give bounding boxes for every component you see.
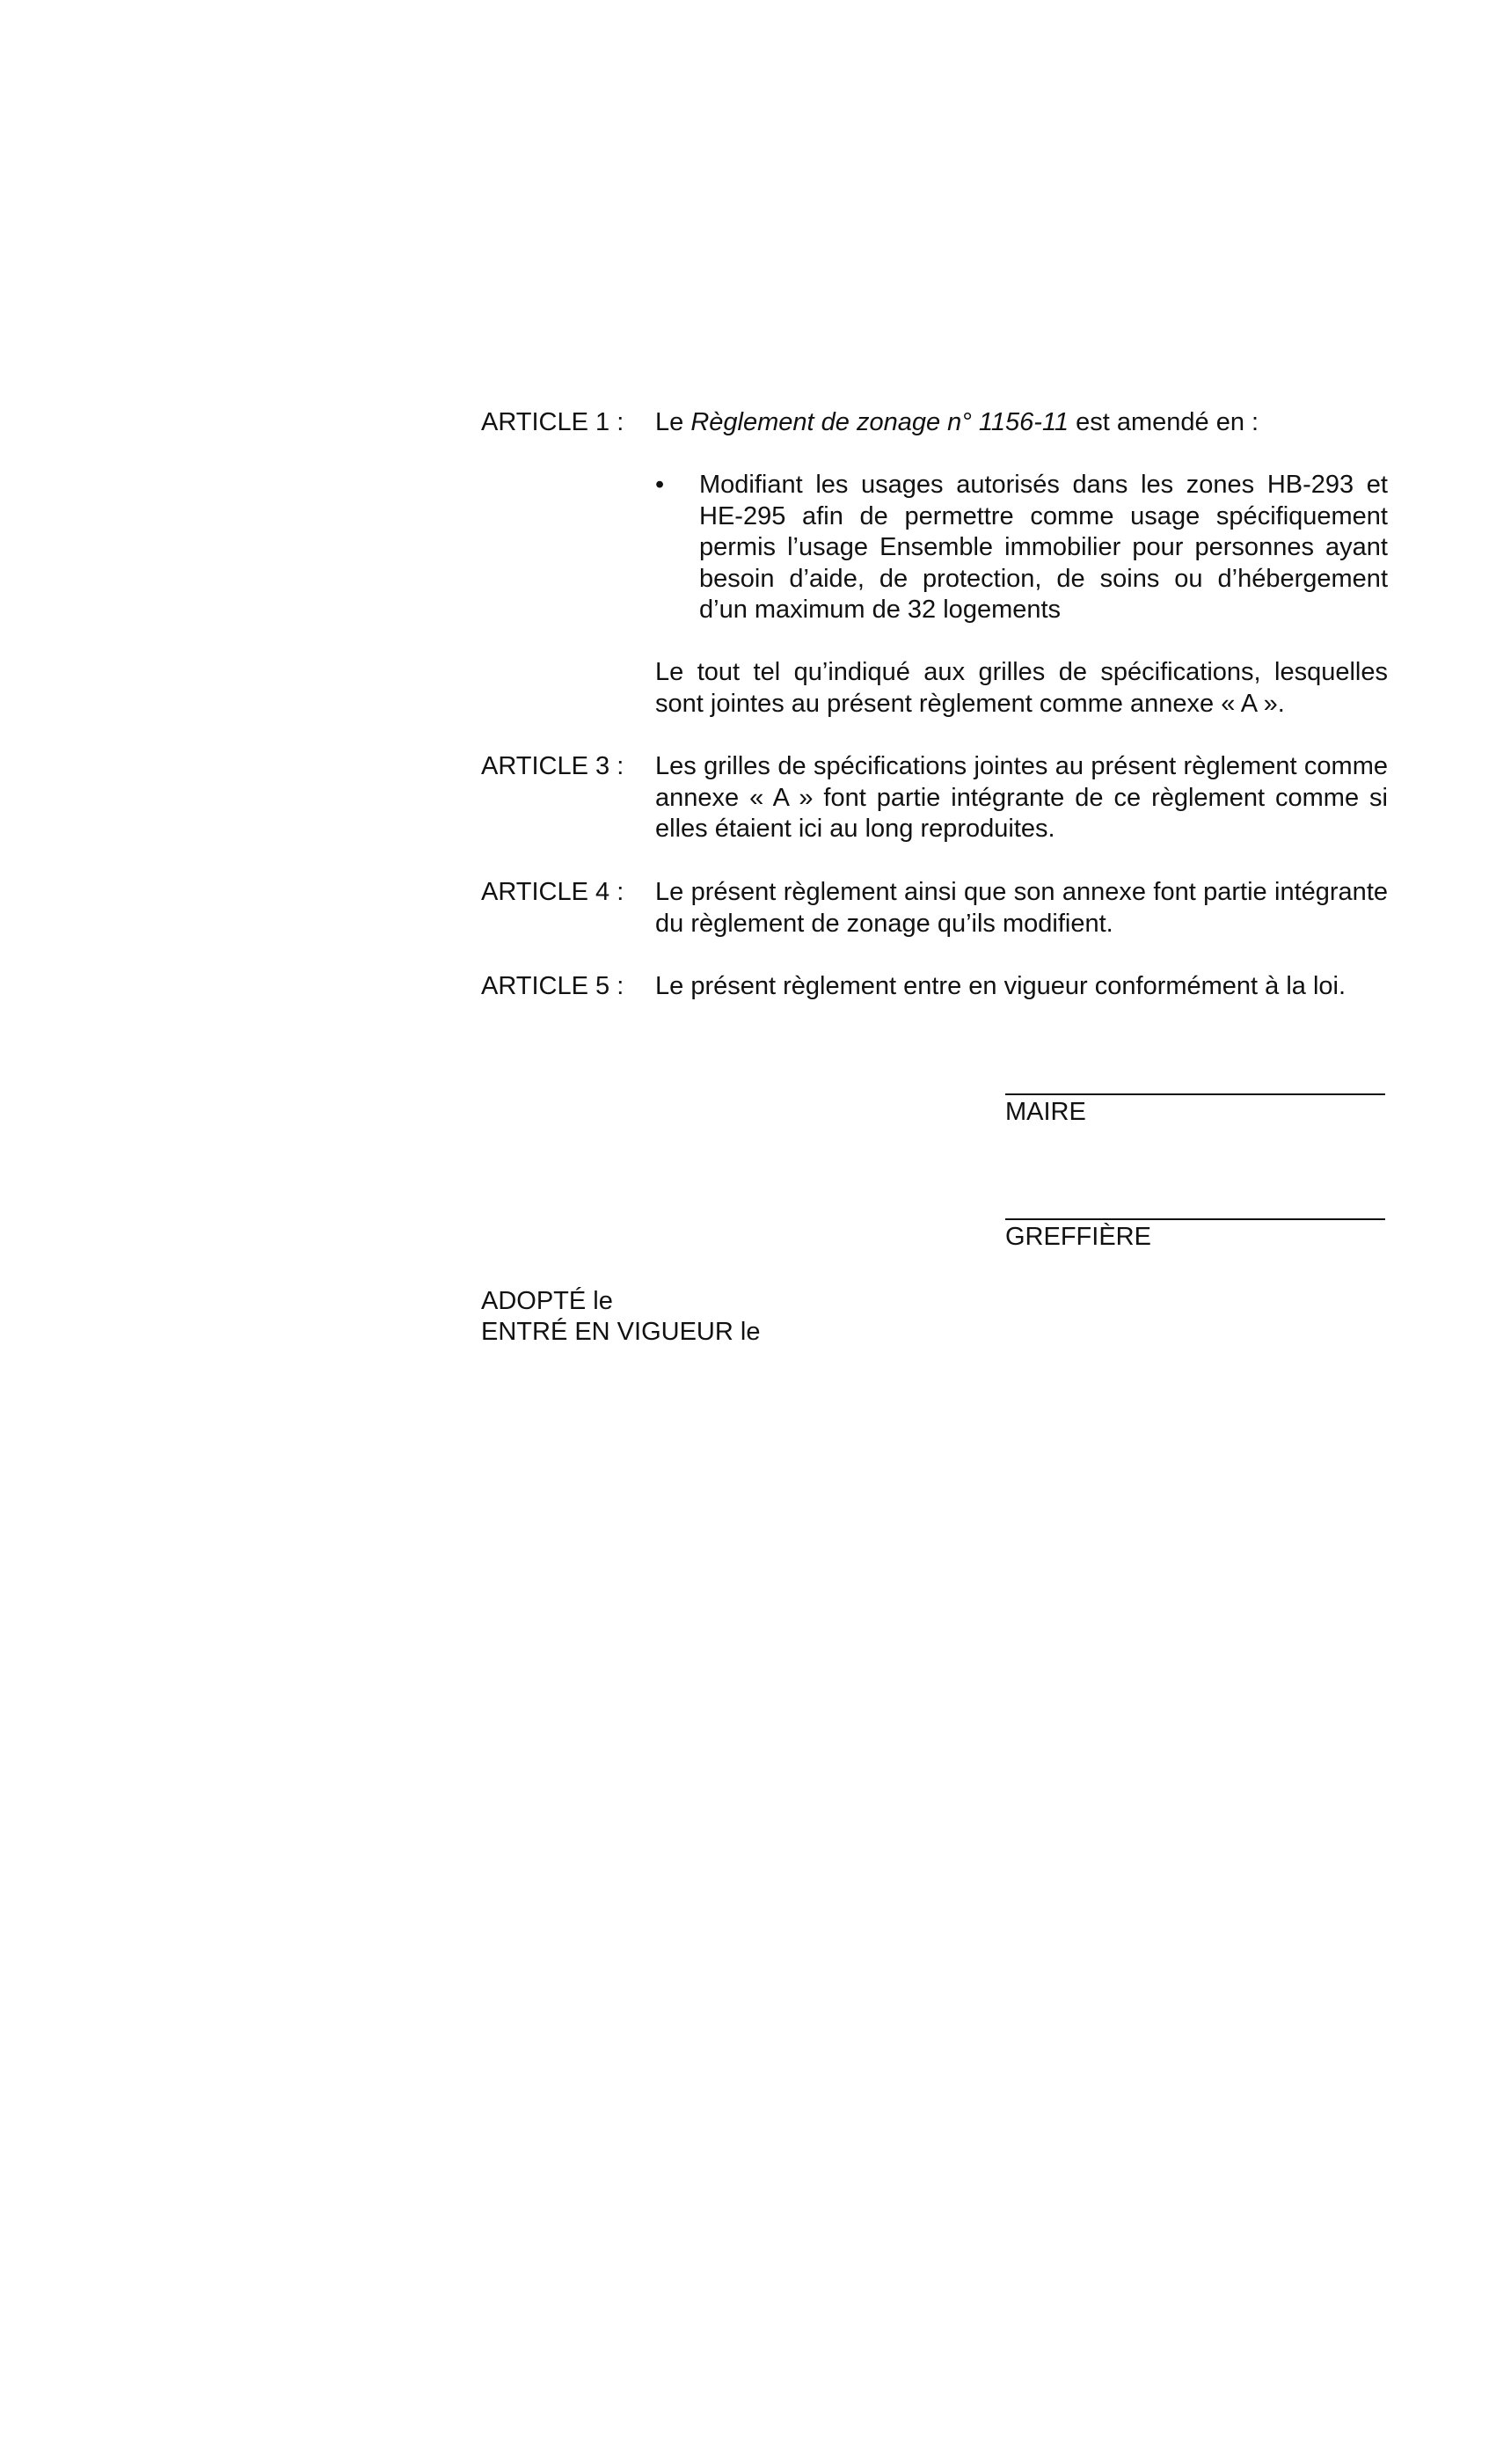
article-4-body <box>655 877 1388 940</box>
article-1-bullet-list <box>655 470 1388 626</box>
adopted-date-line: ADOPTÉ le <box>481 1287 613 1315</box>
article-1-regulation-title: Règlement de zonage n° 1156-11 <box>690 408 1069 436</box>
article-1-closing-text: Le tout tel qu’indiqué aux grilles de spécifications, lesquelles sont jointes au présent règlement comme annexe « A ». <box>655 658 1388 718</box>
article-1-closing <box>655 657 1388 720</box>
signature-line <box>1005 1093 1385 1095</box>
article-1-label: ARTICLE 1 : <box>481 408 624 436</box>
article-1-intro-suffix: est amendé en : <box>1069 408 1259 436</box>
article-5-text: Le présent règlement entre en vigueur conformément à la loi. <box>655 972 1346 1000</box>
article-1-intro <box>655 407 1388 439</box>
article-1-intro-prefix: Le <box>655 408 691 436</box>
in-force-date-line: ENTRÉ EN VIGUEUR le <box>481 1318 761 1346</box>
signature-title-mayor: MAIRE <box>1005 1098 1086 1126</box>
article-5-body <box>655 971 1388 1003</box>
article-4-text: Le présent règlement ainsi que son annexe font partie intégrante du règlement de zonage qu’ils modifient. <box>655 878 1388 938</box>
bullet-icon: • <box>655 471 665 499</box>
signature-line <box>1005 1218 1385 1220</box>
list-item <box>655 470 1388 626</box>
article-3-text: Les grilles de spécifications jointes au présent règlement comme annexe « A » font partie intégrante de ce règlement comme si elles étaient ici au long reproduites. <box>655 752 1388 843</box>
article-3-label: ARTICLE 3 : <box>481 752 624 780</box>
signature-title-clerk: GREFFIÈRE <box>1005 1223 1151 1251</box>
signature-mayor <box>1005 1093 1385 1129</box>
article-5-label: ARTICLE 5 : <box>481 972 624 1000</box>
article-4-label: ARTICLE 4 : <box>481 878 624 906</box>
article-3-body <box>655 751 1388 845</box>
signature-clerk <box>1005 1218 1385 1254</box>
article-1-bullet-text: Modifiant les usages autorisés dans les zones HB-293 et HE-295 afin de permettre comme usage spécifiquement permis l’usage Ensemble immobilier pour personnes ayant besoin d’aide, de protection, de soins ou d’hébergement d’un maximum de 32 logements <box>699 471 1388 624</box>
